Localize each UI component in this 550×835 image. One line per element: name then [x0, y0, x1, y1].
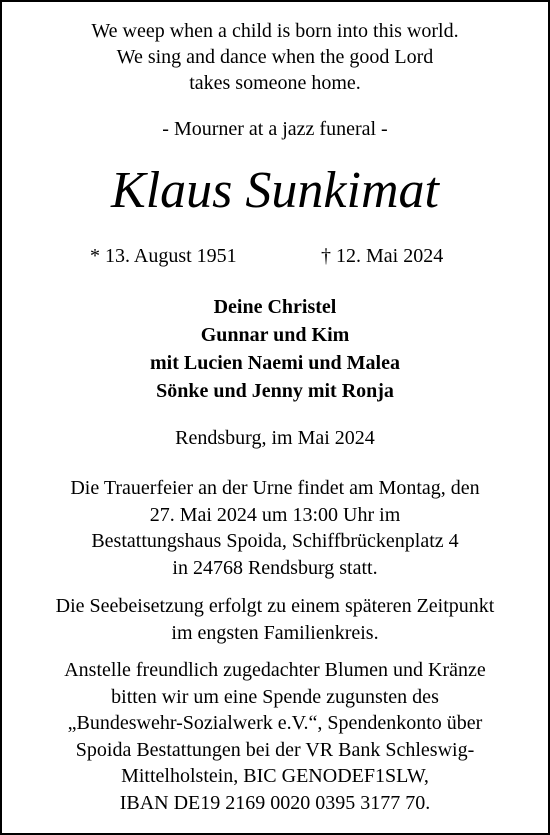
donation-line: Mittelholstein, BIC GENODEF1SLW, [121, 765, 429, 788]
donation-line: Anstelle freundlich zugedachter Blumen und Kränze [64, 659, 486, 681]
quote-line: takes someone home. [189, 72, 361, 94]
donation-request [0, 657, 550, 817]
donation-line: „Bundeswehr-Sozialwerk e.V.“, Spendenkonto über [67, 712, 483, 735]
epigraph-quote [0, 18, 550, 96]
family-line: Gunnar und Kim [200, 324, 350, 346]
burial-info [0, 593, 550, 646]
funeral-info [0, 475, 550, 581]
donation-line: Spoida Bestattungen bei der VR Bank Schleswig- [75, 738, 475, 761]
funeral-line: in 24768 Rendsburg statt. [172, 556, 378, 579]
funeral-line: Die Trauerfeier an der Urne findet am Montag, den [70, 477, 480, 499]
family-line: mit Lucien Naemi und Malea [150, 352, 400, 374]
mourners-family [0, 293, 550, 405]
quote-line: We weep when a child is born into this world. [91, 20, 459, 42]
place-and-date: Rendsburg, im Mai 2024 [175, 427, 375, 449]
deceased-name: Klaus Sunkimat [111, 162, 439, 219]
death-date: † 12. Mai 2024 [321, 245, 444, 267]
family-line: Deine Christel [213, 296, 337, 318]
quote-line: We sing and dance when the good Lord [116, 46, 434, 68]
funeral-line: Bestattungshaus Spoida, Schiffbrückenplatz 4 [91, 530, 459, 552]
donation-line: IBAN DE19 2169 0020 0395 3177 70. [119, 791, 431, 814]
donation-line: bitten wir um eine Spende zugunsten des [111, 685, 439, 708]
burial-line: Die Seebeisetzung erfolgt zu einem späteren Zeitpunkt [55, 595, 495, 617]
quote-attribution: - Mourner at a jazz funeral - [162, 118, 388, 140]
funeral-line: 27. Mai 2024 um 13:00 Uhr im [149, 503, 401, 526]
family-line: Sönke und Jenny mit Ronja [156, 380, 394, 402]
burial-line: im engsten Familienkreis. [171, 621, 379, 644]
birth-date: * 13. August 1951 [90, 245, 237, 267]
